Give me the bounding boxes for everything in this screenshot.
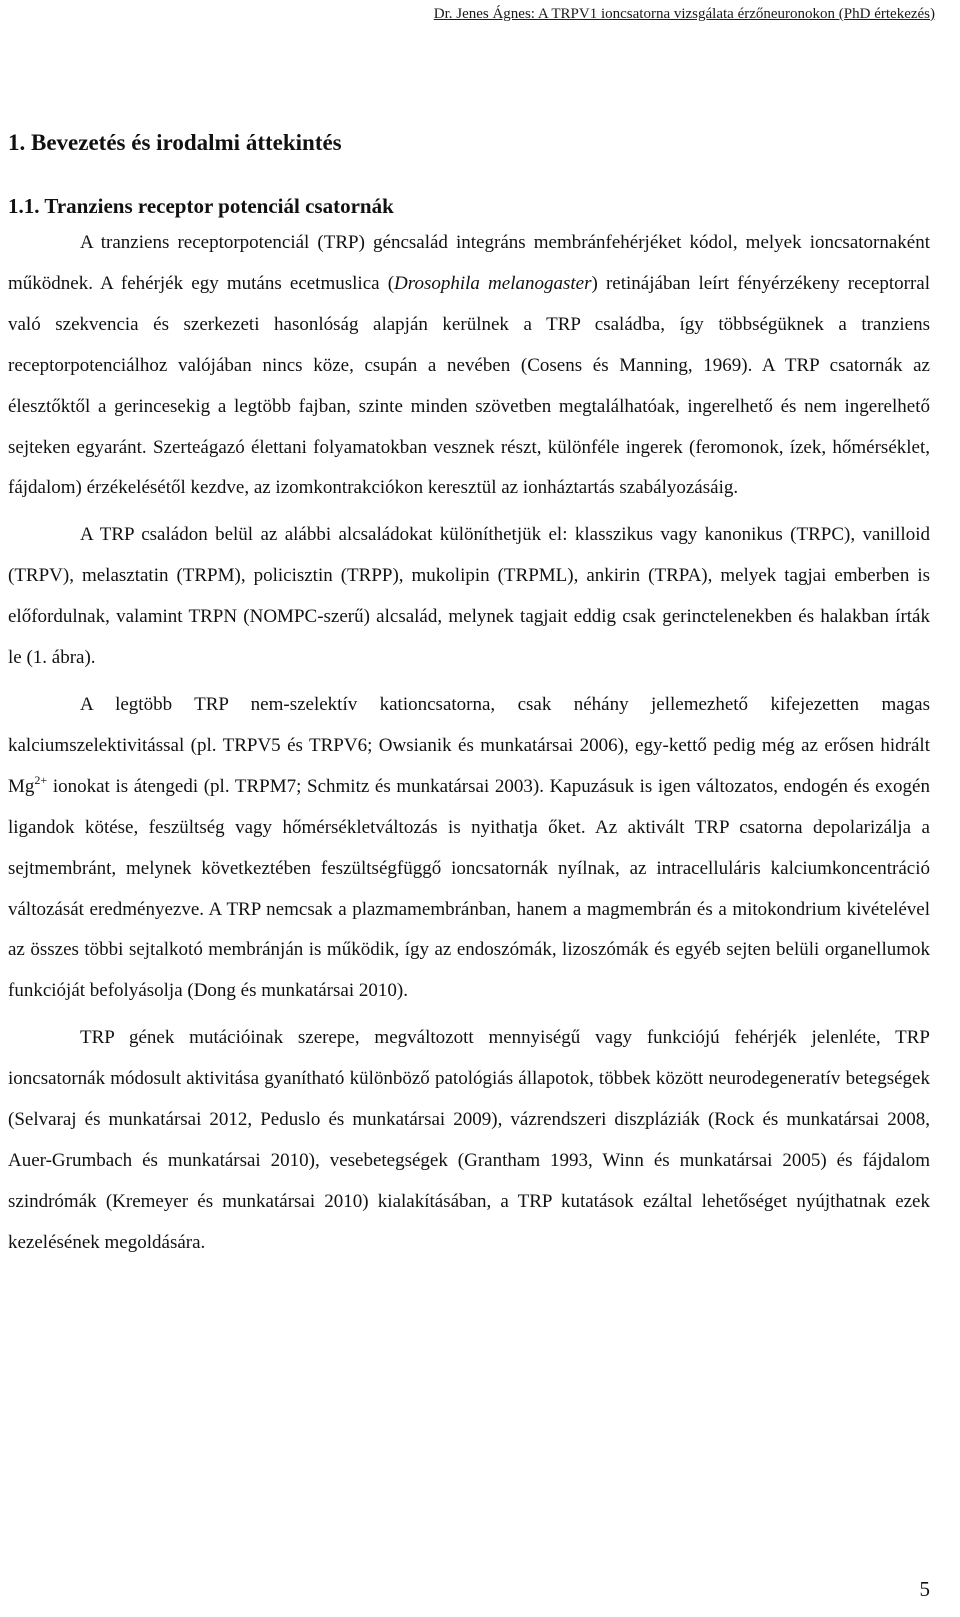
running-header: Dr. Jenes Ágnes: A TRPV1 ioncsatorna vizsgálata érzőneuronokon (PhD értekezés) — [433, 6, 935, 22]
paragraph-trp-pathology: TRP gének mutációinak szerepe, megváltozott mennyiségű vagy funkciójú fehérjék jelenléte, TRP ioncsatornák módosult aktivitása gyanítható különböző patológiás állapotok, többek között neurodegeneratív betegségek (Selvaraj és munkatársai 2012, Peduslo és munkatársai 2009), vázrendszeri diszpláziák (Rock és munkatársai 2008, Auer-Grumbach és munkatársai 2010), vesebetegségek (Grantham 1993, Winn és munkatársai 2005) és fájdalom szindrómák (Kremeyer és munkatársai 2010) kialakításában, a TRP kutatások ezáltal lehetőséget nyújthatnak ezek kezelésének megoldására. — [8, 1027, 930, 1253]
paragraph-trp-introduction — [8, 223, 930, 509]
paragraph-trp-subfamilies: A TRP családon belül az alábbi alcsaládokat különíthetjük el: klasszikus vagy kanonikus (TRPC), vanilloid (TRPV), melasztatin (TRPM), policisztin (TRPP), mukolipin (TRPML), ankirin (TRPA), melyek tagjai emberben is előfordulnak, valamint TRPN (NOMPC-szerű) alcsalád, melynek tagjait eddig csak gerinctelenekben és halakban írták le (1. ábra). — [8, 524, 930, 669]
page-number: 5 — [919, 1577, 930, 1601]
species-name-italic: Drosophila melanogaster — [394, 272, 592, 294]
body-text — [8, 223, 930, 1264]
paragraph-trp-properties — [8, 685, 930, 1012]
chapter-heading: 1. Bevezetés és irodalmi áttekintés — [8, 130, 342, 155]
paragraph-text: A tranziens receptorpotenciál (TRP) géncsalád integráns membránfehérjéket kódol, melyek ioncsatornaként működnek. A fehérjék egy mutáns ecetmuslica ( — [8, 232, 930, 294]
paragraph-text: A legtöbb TRP nem-szelektív kationcsatorna, csak néhány jellemezhető kifejezetten magas kalciumszelektivitással (pl. TRPV5 és TRPV6; Owsianik és munkatársai 2006), egy-kettő pedig még az erősen hidrált Mg — [8, 693, 930, 797]
paragraph-text: ) retinájában leírt fényérzékeny receptorral való szekvencia és szerkezeti hasonlóság alapján kerülnek a TRP családba, így többségüknek a tranziens receptorpotenciálhoz valójában nincs köze, csupán a nevében (Cosens és Manning, 1969). A TRP csatornák az élesztőktől a gerincesekig a legtöbb fajban, szinte minden szövetben megtalálhatóak, ingerelhető és nem ingerelhető sejteken egyaránt. Szerteágazó élettani folyamatokban vesznek részt, különféle ingerek (feromonok, ízek, hőmérséklet, fájdalom) érzékelésétől kezdve, az izomkontrakciókon keresztül az ionháztartás szabályozásáig. — [8, 272, 931, 499]
superscript-charge: 2+ — [34, 772, 48, 787]
paragraph-text: ionokat is átengedi (pl. TRPM7; Schmitz és munkatársai 2003). Kapuzásuk is igen változatos, endogén és exogén ligandok kötése, feszültség vagy hőmérsékletváltozás is nyithatja őket. Az aktivált TRP csatorna depolarizálja a sejtmembránt, melynek következtében feszültségfüggő ioncsatornák nyílnak, az intracelluláris kalciumkoncentráció változását eredményezve. A TRP nemcsak a plazmamembránban, hanem a magmembrán és a mitokondrium kivételével az összes többi sejtalkotó membránján is működik, így az endoszómák, lizoszómák és egyéb sejten belüli organellumok funkcióját befolyásolja (Dong és munkatársai 2010). — [8, 775, 930, 1002]
section-heading: 1.1. Tranziens receptor potenciál csatornák — [8, 194, 394, 218]
